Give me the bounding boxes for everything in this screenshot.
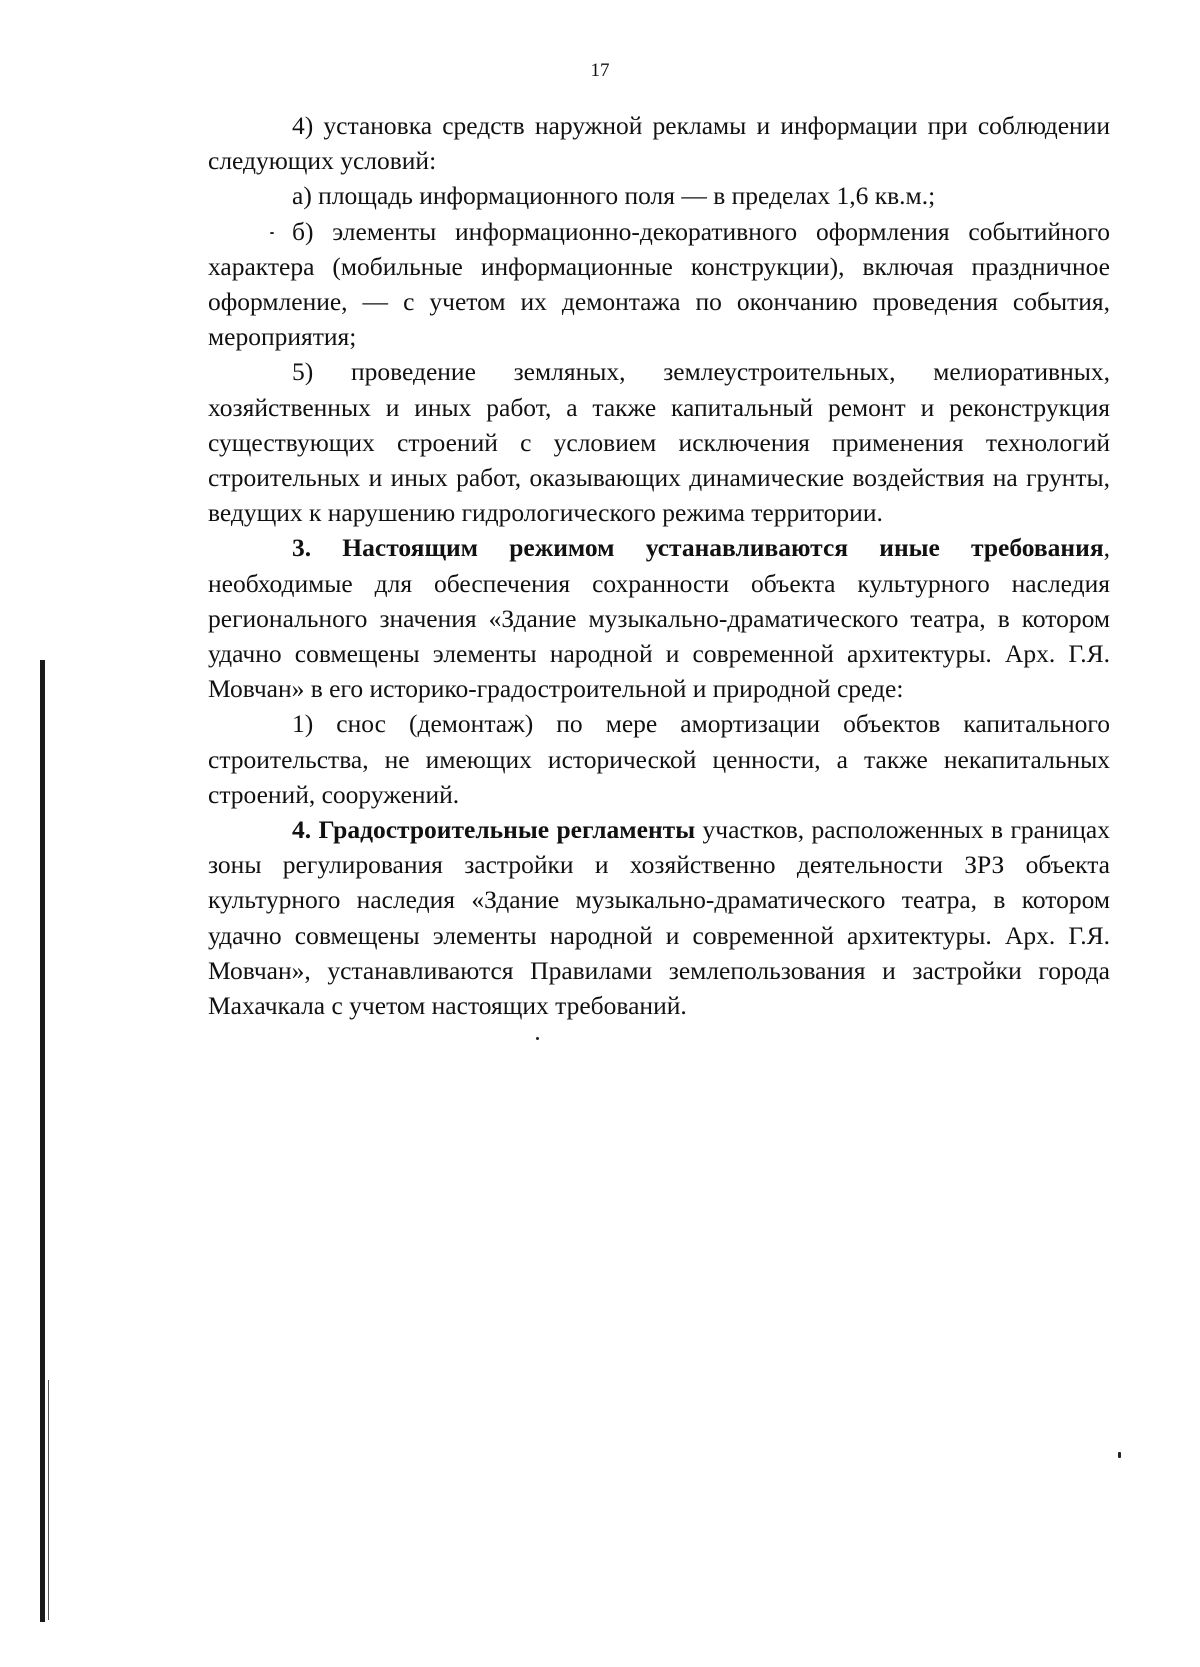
section-3-text: , необходимые для обеспечения сохранности объекта культурного наследия регионального значения «Здание музыкально-драматического театра, в котором удачно совмещены элементы народной и современной архитектуры. Арх. Г.Я. Мовчан» в его историко-градостроительной и природной среде: xyxy=(208,533,1110,704)
scan-speck xyxy=(536,1037,539,1040)
scan-edge-line xyxy=(48,1380,49,1620)
section-3-heading: 3. Настоящим режимом устанавливаются иные требования xyxy=(292,533,1104,563)
paragraph-item-4b: б) элементы информационно-декоративного оформления событийного характера (мобильные информационные конструкции), включая праздничное оформление, — с учетом их демонтажа по окончанию проведения события, мероприятия; xyxy=(208,216,1110,352)
paragraph-item-5: 5) проведение земляных, землеустроительных, мелиоративных, хозяйственных и иных работ, а также капитальный ремонт и реконструкция существующих строений с условием исключения применения технологий строительных и иных работ, оказывающих динамические воздействия на грунты, ведущих к нарушению гидрологического режима территории. xyxy=(208,357,1110,528)
paragraph-section-3-item-1: 1) снос (демонтаж) по мере амортизации объектов капитального строительства, не имеющих исторической ценности, а также некапитальных строений, сооружений. xyxy=(208,709,1110,809)
section-4-text: участков, расположенных в границах зоны регулирования застройки и хозяйственно деятельности ЗРЗ объекта культурного наследия «Здание музыкально-драматического театра, в котором удачно совмещены элементы народной и современной архитектуры. Арх. Г.Я. Мовчан», устанавливаются Правилами землепользования и застройки города Махачкала с учетом настоящих требований. xyxy=(208,815,1110,1021)
paragraph-item-4a: а) площадь информационного поля — в пределах 1,6 кв.м.; xyxy=(292,181,936,211)
section-4-heading: 4. Градостроительные регламенты xyxy=(292,815,696,845)
scan-speck xyxy=(1118,1452,1121,1458)
paragraph-section-4 xyxy=(208,812,1110,1023)
paragraph-item-4: 4) установка средств наружной рекламы и информации при соблюдении следующих условий: xyxy=(208,111,1110,176)
scan-edge-shadow xyxy=(40,660,45,1622)
page-number: 17 xyxy=(590,60,610,81)
scan-speck xyxy=(270,232,274,234)
document-body xyxy=(208,108,1110,1023)
paragraph-section-3 xyxy=(208,530,1110,706)
